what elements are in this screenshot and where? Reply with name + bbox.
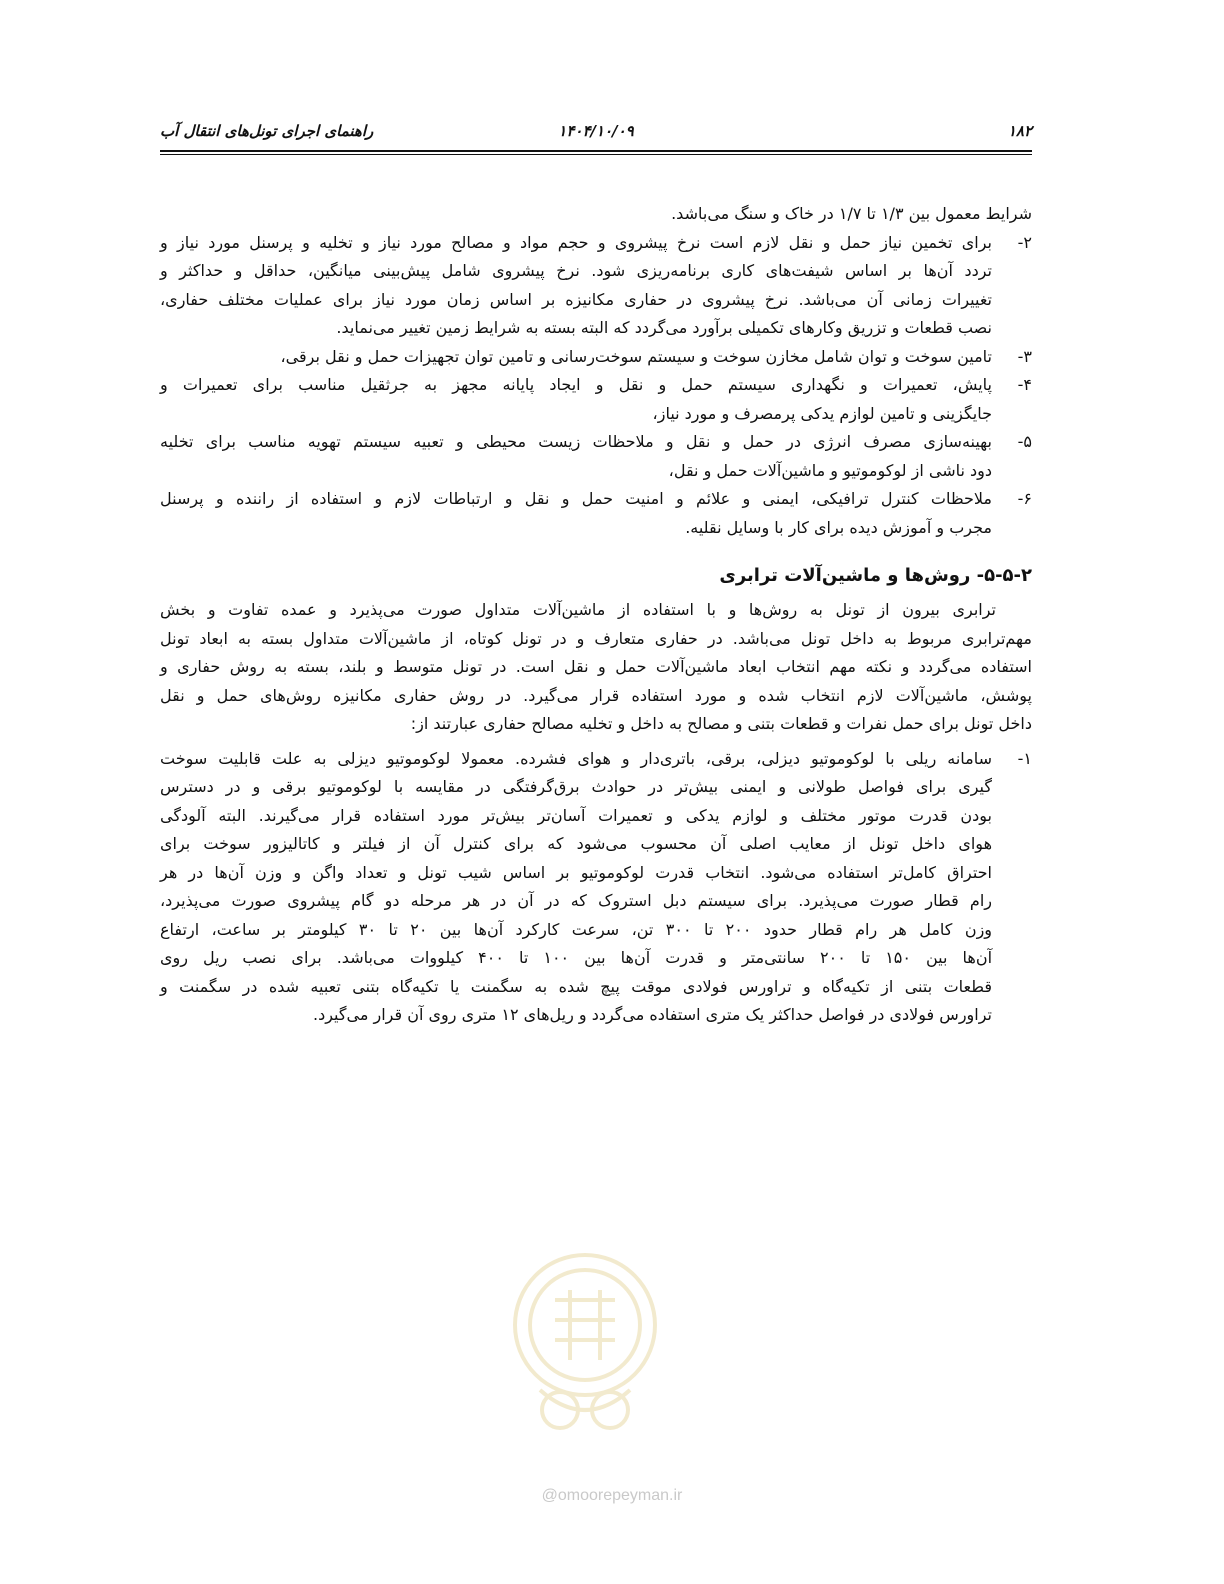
text-line: تغییرات زمانی آن می‌باشد. نرخ پیشروی در حفاری مکانیزه بر اساس زمان مورد نیاز برای عملیات مختلف حفاری،	[160, 289, 992, 309]
list-item-number: ۳-	[1017, 346, 1032, 366]
text-line: وزن کامل هر رام قطار حدود ۲۰۰ تا ۳۰۰ تن، سرعت کارکرد آن‌ها بین ۲۰ تا ۳۰ کیلومتر بر ساعت، ارتفاع	[160, 919, 993, 939]
text-line: نصب قطعات و تزریق وکارهای تکمیلی برآورد می‌گردد که البته بسته به شرایط زمین تغییر می‌نماید.	[336, 318, 992, 337]
text-line: برای تخمین نیاز حمل و نقل لازم است نرخ پیشروی و حجم مواد و مصالح مورد نیاز و تخلیه و پرسنل مورد نیاز و	[160, 232, 992, 252]
text-line: آن‌ها بین ۱۵۰ تا ۲۰۰ سانتی‌متر و قدرت آن‌ها بین ۱۰۰ تا ۴۰۰ کیلووات می‌باشد. برای نصب ریل روی	[160, 948, 993, 967]
text-line: تراورس فولادی در فواصل حداکثر یک متری استفاده می‌گردد و ریل‌های ۱۲ متری روی آن قرار می‌گیرد.	[313, 1005, 992, 1024]
list-item	[160, 371, 1032, 428]
text-line: بهینه‌سازی مصرف انرژی در حمل و نقل و ملاحظات زیست محیطی و تعبیه سیستم تهویه مناسب برای تخلیه	[160, 432, 992, 451]
seal-watermark-icon	[500, 1240, 670, 1460]
page-header	[160, 120, 1032, 146]
requirements-list	[160, 229, 1032, 543]
text-line: مهم‌ترابری مربوط به داخل تونل می‌باشد. در حفاری متعارف و در تونل کوتاه، از ماشین‌آلات متداول بسته به ابعاد تونل	[160, 628, 1032, 648]
text-line: قطعات بتنی از تکیه‌گاه و تراورس فولادی موقت پیچ شده به سگمنت یا تکیه‌گاه بتنی تعبیه شده در سگمنت و	[160, 976, 992, 996]
document-body	[160, 200, 1032, 1030]
text-line: ملاحظات کنترل ترافیکی، ایمنی و علائم و امنیت حمل و نقل و ارتباطات لازم و استفاده از راننده و پرسنل	[160, 489, 992, 508]
methods-list	[160, 745, 1032, 1030]
text-line: گیری برای فواصل طولانی و ایمنی بیش‌تر در حوادث برق‌گرفتگی در مقایسه با لوکوموتیو برقی و در دسترس	[160, 777, 992, 796]
list-item	[160, 485, 1032, 542]
text-line: پوشش، ماشین‌آلات لازم انتخاب شده و مورد استفاده قرار می‌گیرد. در روش حفاری مکانیزه روش‌های حمل و نقل	[160, 685, 1032, 705]
header-divider	[160, 150, 1032, 155]
text-line: تامین سوخت و توان شامل مخازن سوخت و سیستم سوخت‌رسانی و تامین توان تجهیزات حمل و نقل برقی،	[280, 346, 992, 366]
page-number: ۱۸۲	[1007, 122, 1032, 140]
list-item	[160, 343, 1032, 372]
header-title: راهنمای اجرای تونل‌های انتقال آب	[160, 122, 374, 140]
text-line: دود ناشی از لوکوموتیو و ماشین‌آلات حمل و نقل،	[668, 460, 992, 480]
text-line: استفاده می‌گردد و نکته مهم انتخاب ابعاد ماشین‌آلات حمل و نقل است. در تونل متوسط و بلند، بسته به روش حفاری و	[160, 657, 1032, 676]
list-item-number: ۴-	[1017, 375, 1032, 394]
watermark-url: @omoorepeyman.ir	[541, 1487, 683, 1504]
section-heading: ۵-۵-۲- روش‌ها و ماشین‌آلات ترابری	[719, 565, 1032, 586]
text-line: هوای داخل تونل از معایب اصلی آن محسوب می‌شود که برای کنترل آن از فیلتر و کاتالیزور سوخت برای	[160, 834, 992, 853]
text-line: سامانه ریلی با لوکوموتیو دیزلی، برقی، باتری‌دار و هوای فشرده. معمولا لوکوموتیو دیزلی به علت قابلیت سوخت	[160, 748, 992, 768]
list-item	[160, 229, 1032, 343]
text-line: پایش، تعمیرات و نگهداری سیستم حمل و نقل و ایجاد پایانه مجهز به جرثقیل مناسب برای تعمیرات و	[160, 375, 992, 394]
text-line: احتراق کامل‌تر استفاده می‌شود. انتخاب قدرت لوکوموتیو بر اساس شیب تونل و تعداد واگن و وزن آن‌ها در هر	[160, 862, 992, 882]
text-line: مجرب و آموزش دیده برای کار با وسایل نقلیه.	[685, 517, 992, 537]
text-line: تردد آن‌ها بر اساس شیفت‌های کاری برنامه‌ریزی شود. نرخ پیشروی شامل پیش‌بینی میانگین، حداقل و حداکثر و	[160, 261, 992, 280]
list-item-number: ۶-	[1017, 489, 1032, 508]
text-line: رام قطار صورت می‌پذیرد. برای سیستم دبل استروک که در آن در هر مرحله دو گام پیشروی صورت می‌پذیرد،	[160, 891, 992, 910]
text-line: داخل تونل برای حمل نفرات و قطعات بتنی و مصالح به داخل و تخلیه مصالح حفاری عبارتند از:	[410, 714, 1032, 733]
header-date: ۱۴۰۴/۱۰/۰۹	[558, 122, 634, 140]
list-item-number: ۱-	[1017, 748, 1032, 768]
text-line: جایگزینی و تامین لوازم یدکی پرمصرف و مورد نیاز،	[652, 403, 992, 423]
list-item	[160, 428, 1032, 485]
list-item-number: ۲-	[1017, 232, 1032, 252]
text-line: ترابری بیرون از تونل به روش‌ها و با استفاده از ماشین‌آلات متداول صورت می‌پذیرد و عمده تفاوت و بخش	[160, 600, 996, 619]
list-item	[160, 745, 1032, 1030]
intro-line: شرایط معمول بین ۱/۳ تا ۱/۷ در خاک و سنگ می‌باشد.	[671, 204, 1032, 223]
list-item-number: ۵-	[1017, 432, 1032, 451]
section-paragraph	[160, 596, 1032, 739]
text-line: بودن قدرت موتور مختلف و لوازم یدکی و تعمیرات آسان‌تر بیش‌تر مورد استفاده قرار می‌گیرند. البته آلودگی	[160, 805, 992, 825]
